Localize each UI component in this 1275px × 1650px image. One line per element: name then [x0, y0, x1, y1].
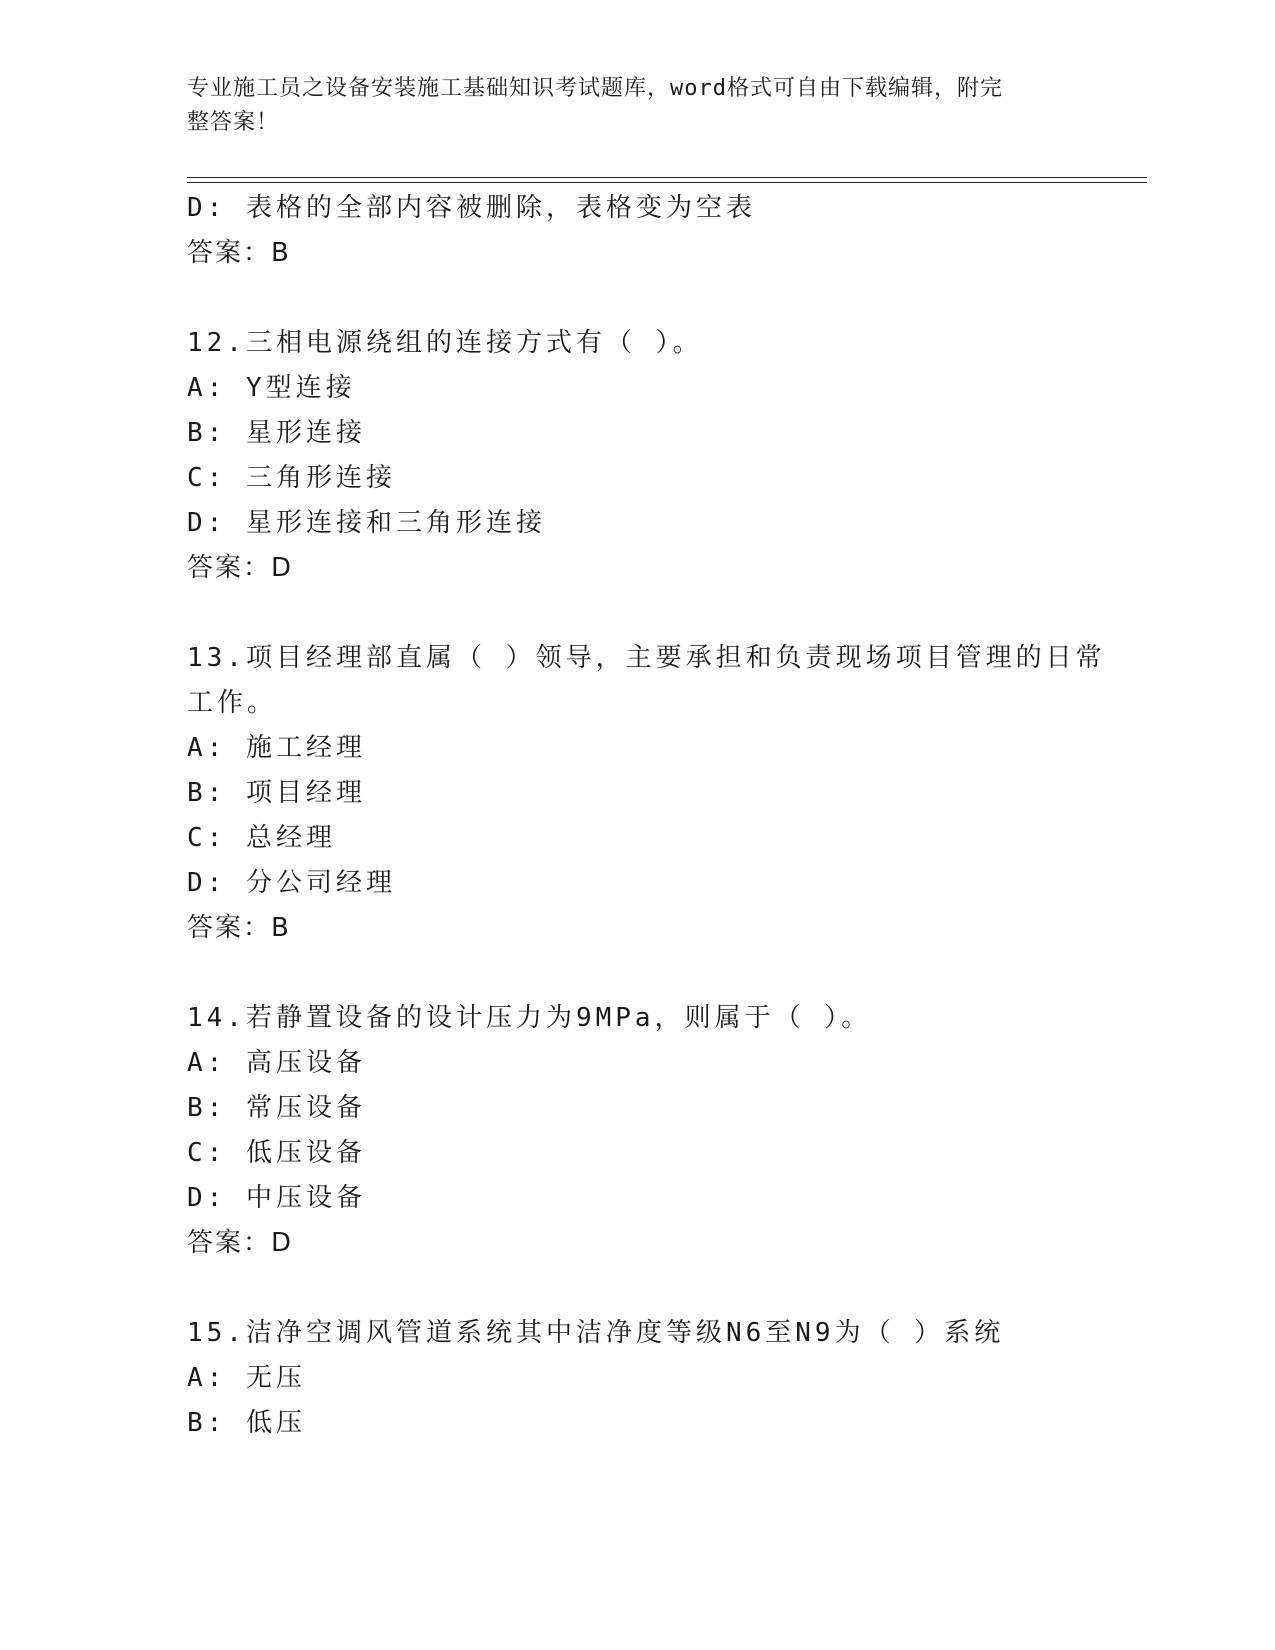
option-a: A: 高压设备 — [187, 1048, 366, 1078]
option-b: B: 低压 — [187, 1408, 306, 1438]
spacer — [187, 1266, 1087, 1311]
spacer — [187, 951, 1087, 996]
question-list — [187, 186, 1106, 1446]
option-a: A: Y型连接 — [187, 373, 356, 403]
answer: 答案：B — [187, 238, 291, 268]
option-d: D: 分公司经理 — [187, 868, 396, 898]
spacer — [187, 276, 1087, 321]
answer: 答案：D — [187, 553, 294, 583]
option-a: A: 施工经理 — [187, 733, 366, 763]
option-b: B: 项目经理 — [187, 778, 366, 808]
answer: 答案：B — [187, 913, 291, 943]
header-line-1: 专业施工员之设备安装施工基础知识考试题库，word格式可自由下载编辑，附完 — [187, 76, 1003, 101]
question-15 — [187, 1311, 1087, 1446]
question-stem-line-1: 13.项目经理部直属（ ）领导，主要承担和负责现场项目管理的日常 — [187, 643, 1106, 673]
question-12 — [187, 321, 1087, 591]
question-stem-line-2: 工作。 — [187, 688, 278, 718]
option-d: D: 中压设备 — [187, 1183, 366, 1213]
option-d: D: 星形连接和三角形连接 — [187, 508, 546, 538]
option-c: C: 总经理 — [187, 823, 336, 853]
header-line-2: 整答案！ — [187, 110, 280, 135]
question-stem: 12.三相电源绕组的连接方式有（ ）。 — [187, 328, 703, 358]
option-d: D: 表格的全部内容被删除，表格变为空表 — [187, 193, 756, 223]
option-b: B: 星形连接 — [187, 418, 366, 448]
spacer — [187, 591, 1087, 636]
question-13 — [187, 636, 1106, 951]
answer: 答案：D — [187, 1228, 294, 1258]
question-11-tail — [187, 186, 1087, 276]
header-rule-bottom — [187, 182, 1147, 183]
document-header — [187, 72, 1067, 140]
question-stem: 15.洁净空调风管道系统其中洁净度等级N6至N9为（ ）系统 — [187, 1318, 1005, 1348]
question-14 — [187, 996, 1087, 1266]
question-stem: 14.若静置设备的设计压力为9MPa，则属于（ ）。 — [187, 1003, 872, 1033]
option-c: C: 三角形连接 — [187, 463, 396, 493]
option-c: C: 低压设备 — [187, 1138, 366, 1168]
option-b: B: 常压设备 — [187, 1093, 366, 1123]
option-a: A: 无压 — [187, 1363, 306, 1393]
header-rule-top — [187, 177, 1147, 178]
